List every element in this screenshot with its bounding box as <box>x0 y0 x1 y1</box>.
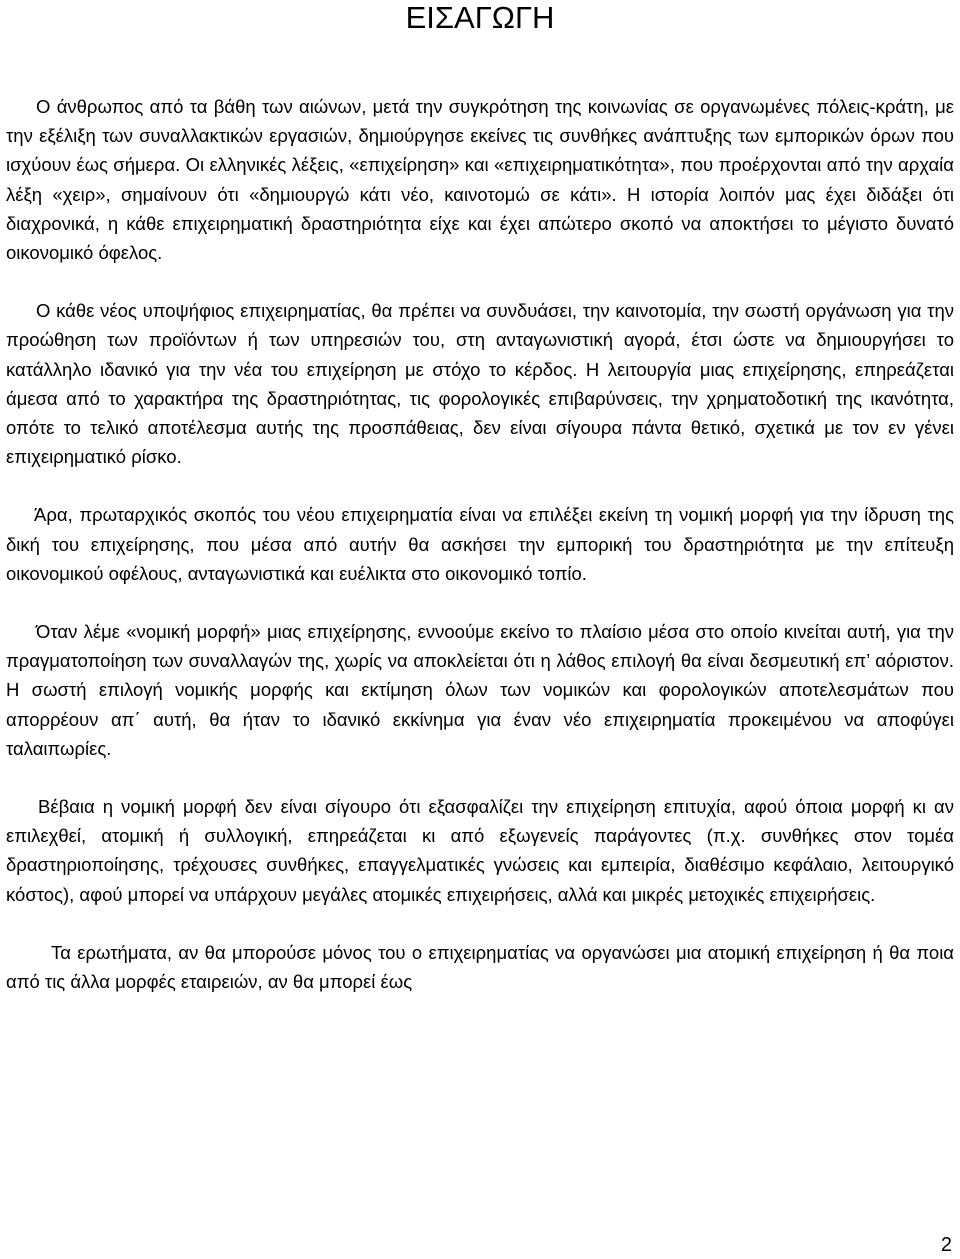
paragraph: Όταν λέμε «νομική μορφή» μιας επιχείρησης, εννοούμε εκείνο το πλαίσιο μέσα στο οποίο κινείται αυτή, για την πραγματοποίηση των συναλλαγών της, χωρίς να αποκλείεται ότι η λάθος επιλογή θα είναι δεσμευτική επ’ αόριστον. Η σωστή επιλογή νομικής μορφής και εκτίμηση όλων των νομικών και φορολογικών αποτελεσμάτων που απορρέουν απ΄ αυτή, θα ήταν το ιδανικό εκκίνημα για έναν νέο επιχειρηματία προκειμένου να αποφύγει ταλαιπωρίες. <box>6 621 954 759</box>
page-number: 2 <box>940 1234 952 1256</box>
paragraph: Βέβαια η νομική μορφή δεν είναι σίγουρο ότι εξασφαλίζει την επιχείρηση επιτυχία, αφού όποια μορφή κι αν επιλεχθεί, ατομική ή συλλογική, επηρεάζεται κι από εξωγενείς παράγοντες (π.χ. συνθήκες στον τομέα δραστηριοποίησης, τρέχουσες συνθήκες, επαγγελματικές γνώσεις και εμπειρία, διαθέσιμο κεφάλαιο, λειτουργικό κόστος), αφού μπορεί να υπάρχουν μεγάλες ατομικές επιχειρήσεις, αλλά και μικρές μετοχικές επιχειρήσεις. <box>6 796 954 905</box>
paragraph: Άρα, πρωταρχικός σκοπός του νέου επιχειρηματία είναι να επιλέξει εκείνη τη νομική μορφή για την ίδρυση της δική του επιχείρησης, που μέσα από αυτήν θα ασκήσει την εμπορική του δραστηριότητα με την επίτευξη οικονομικού οφέλους, ανταγωνιστικά και ευέλικτα στο οικονομικό τοπίο. <box>6 504 954 584</box>
paragraph: Ο άνθρωπος από τα βάθη των αιώνων, μετά την συγκρότηση της κοινωνίας σε οργανωμένες πόλεις-κράτη, με την εξέλιξη των συναλλακτικών εργασιών, δημιούργησε εκείνες τις συνθήκες ανάπτυξης των εμπορικών όρων που ισχύουν έως σήμερα. Οι ελληνικές λέξεις, «επιχείρηση» και «επιχειρηματικότητα», που προέρχονται από την αρχαία λέξη «χειρ», σημαίνουν ότι «δημιουργώ κάτι νέο, καινοτομώ σε κάτι». Η ιστορία λοιπόν μας έχει διδάξει ότι διαχρονικά, η κάθε επιχειρηματική δραστηριότητα είχε και έχει απώτερο σκοπό να αποκτήσει το μέγιστο δυνατό οικονομικό όφελος. <box>6 96 954 264</box>
paragraph: Τα ερωτήματα, αν θα μπορούσε μόνος του ο επιχειρηματίας να οργανώσει μια ατομική επιχείρηση ή θα ποια από τις άλλα μορφές εταιρειών, αν θα μπορεί έως <box>6 941 954 993</box>
document-body <box>6 92 954 1025</box>
paragraph: Ο κάθε νέος υποψήφιος επιχειρηματίας, θα πρέπει να συνδυάσει, την καινοτομία, την σωστή οργάνωση για την προώθηση των προϊόντων ή των υπηρεσιών του, στη ανταγωνιστική αγορά, έτσι ώστε να δημιουργήσει το κατάλληλο ιδανικό για την νέα του επιχείρηση με στόχο το κέρδος. Η λειτουργία μιας επιχείρησης, επηρεάζεται άμεσα από το χαρακτήρα της δραστηριότητας, τις φορολογικές επιβαρύνσεις, την χρηματοδοτική της ικανότητα, οπότε το τελικό αποτέλεσμα αυτής της προσπάθειας, δεν είναι σίγουρα πάντα θετικό, σχετικά με τον εν γένει επιχειρηματικό ρίσκο. <box>6 300 954 468</box>
page-title: ΕΙΣΑΓΩΓΗ <box>405 0 555 35</box>
